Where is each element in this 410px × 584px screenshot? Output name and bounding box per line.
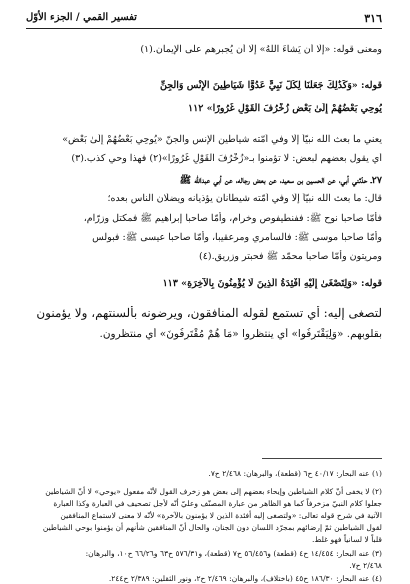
book-title: تفسير القمي / الجزء الأوّل	[26, 12, 137, 23]
commentary-2-line-2: بقلوبهم. «وَلِيَقْتَرِفُوا» أي ينتظروا «مَا هُمْ مُقْتَرِفُونَ» أي منتظرون.	[99, 328, 382, 340]
footnote-2-line-1: (٢) لا يخفى أنّ كلام الشياطين وإيحاء بعضهم إلى بعض هو زخرف القول لأنّه مفعول «يوحي» لا أنّ الشياطين	[45, 487, 382, 496]
hadith-27-line-1: ٢٧ـ حدّثني أبي، عن الحسين بن سعيد، عن بعض رجاله، عن أبي عبدالله ﷺ	[179, 175, 382, 186]
footnote-3-line-2: ٢/٤٦٨ ح٧.	[349, 561, 382, 570]
commentary-1-line-2: أي يقول بعضهم لبعض: لا تؤمنوا بـ«زُخْرُفَ الْقَوْلِ غُرُورًا»(٢) فهذا وحي كذب.(٣)	[71, 153, 382, 164]
verse-112-line-2: يُوحِي بَعْضُهُمْ إِلَىٰ بَعْضٍ زُخْرُفَ الْقَوْلِ غُرُورًا» ١١٢	[188, 103, 382, 114]
commentary-2-line-1: لتصغى إليه: أي تستمع لقوله المنافقون، ويرضونه بألسنتهم، ولا يؤمنون	[36, 306, 382, 320]
hadith-27-line-3: فأمّا صاحبا نوح ﷺ: ففنطيفوص وخرام، وأمّا صاحبا إبراهيم ﷺ فمكتل وزرّام،	[83, 213, 382, 224]
verse-113-line: قوله: «وَلِتَصْغَىٰ إِلَيْهِ أَفْئِدَةُ الَّذِينَ لَا يُؤْمِنُونَ بِالْآخِرَةِ» ١١٣	[162, 278, 382, 289]
footnote-4: (٤) عنه البحار: ١٨٦/٣٠ ح٤٥ (باختلاف)، والبرهان: ٢/٤٦٩ ح٢، ونور الثقلين: ٢/٣٨٩ ح٢٤٤.	[108, 574, 382, 583]
hadith-27-line-4: وأمّا صاحبا موسى ﷺ: فالسامري ومرعقيبا، وأمّا صاحبا عيسى ﷺ: فبولس	[92, 232, 382, 243]
footnote-2-line-3: الآتية في شرح قوله تعالى: «ولتصغى إليه أفئدة الذين لا يؤمنون بالآخرة» لأنّه لا معنى لاستماع المنافقين	[60, 511, 382, 520]
hadith-27-line-5: ومريتون وأمّا صاحبا محمّد ﷺ فحبتر وزريق.(٤)	[199, 251, 382, 262]
footnote-1: (١) عنه البحار: ٤٠/١٧ ح٦ (قطعة)، والبرهان: ٢/٤٦٨ ح٧.	[208, 469, 382, 478]
footnote-3-line-1: (٣) عنه البحار: ١٤/٤٥٤ ح٤ (قطعة) و٥٦/٤٥٦ ح٧ (قطعة)، و٥٧٦/٣١ ح٦٣ و٦٦/٢٦ ح١٠، والبرهان:	[85, 549, 382, 558]
intro-line: ومعنى قوله: «إلَّا أن يَشاءَ اللهُ» إلَّا أن يُجبرهم على الإيمان.(١)	[140, 44, 382, 55]
footnote-separator	[262, 458, 382, 459]
commentary-1-line-1: يعني ما بعث الله نبيّاً إلَّا وفي اُمّته شياطين الإنس والجنّ «يُوحِي بَعْضُهُمْ إِلَىٰ بَعْضٍ»	[62, 134, 382, 145]
verse-112-line-1: قوله: «وَكَذَٰلِكَ جَعَلْنَا لِكُلِّ نَبِيٍّ عَدُوًّا شَيَاطِينَ الْإِنْسِ وَالْجِنِّ	[159, 80, 382, 91]
footnote-2-line-5: قلباً لا لسانياً فهو غلط.	[311, 535, 382, 544]
running-header	[26, 10, 382, 29]
document-page	[26, 10, 382, 583]
footnote-2-line-2: جعلوا كلام النبيّ مزخرفاً كما هو الظاهر من عبارة المصنّف وعليّ أنّه لأجل تصحيف في العبارة وكذا العبارة	[53, 499, 382, 508]
page-number: ٣١٦	[364, 12, 382, 25]
footnote-2-line-4: لقول الشياطين ثمّ إرضائهم بمجرّد اللسان دون الجنان، والحال أنّ المنافقين شأنهم أن يؤمنوا بوحي الشياطين	[42, 523, 382, 532]
hadith-27-line-2: قال: ما بعث الله نبيّاً إلَّا وفي اُمّته شيطانان يؤذيانه ويضلّان الناس بعده؛	[107, 193, 382, 204]
